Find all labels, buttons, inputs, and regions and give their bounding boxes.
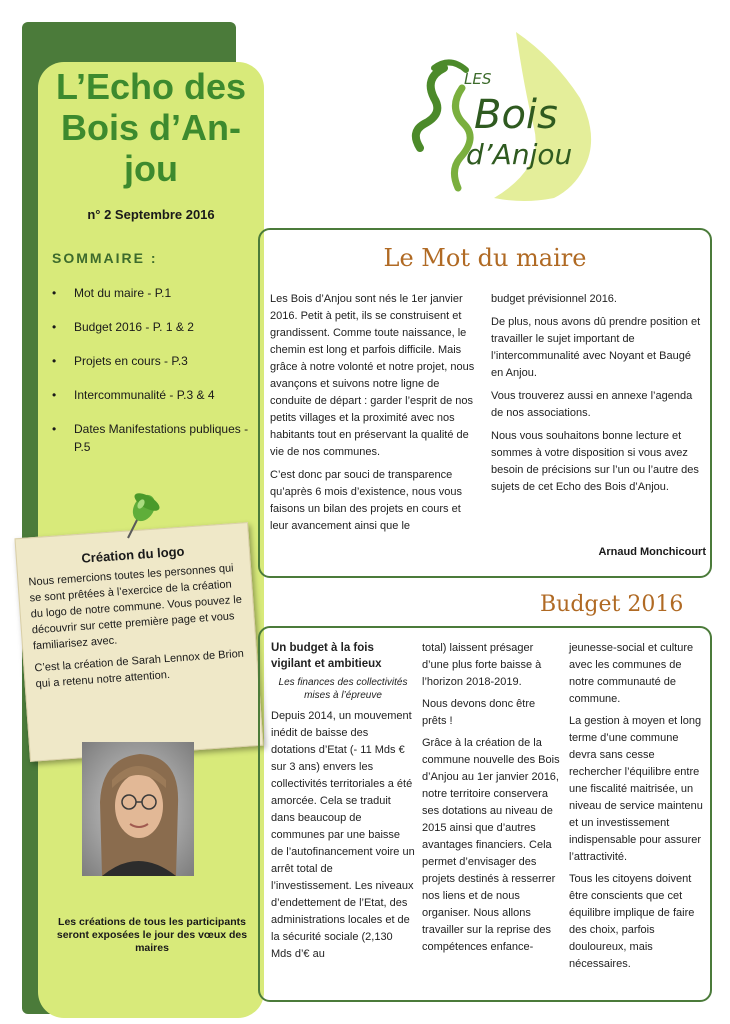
paragraph: De plus, nous avons dû prendre position et travailler le sujet important de l’intercommunalité avec Noyant et Baugé en Anjou. <box>491 316 701 379</box>
note-paragraph: Nous remercions toutes les personnes qui se sont prêtées à l’exercice de la création du logo de notre commune. Vous pouvez le découvrir sur cette première page et vous familiarisez avec. <box>28 562 243 653</box>
paragraph: total) laissent présager d’une plus forte baisse à l’horizon 2018-2019. <box>422 642 542 688</box>
mot-du-maire-column-1 <box>270 291 482 541</box>
budget-subtitle: Les finances des collectivités mises à l’épreuve <box>278 677 408 701</box>
pushpin-icon <box>114 490 164 550</box>
paragraph: jeunesse-social et culture avec les communes de notre communauté de commune. <box>569 642 694 705</box>
newsletter-title: L’Echo des Bois d’An- jou <box>55 66 247 189</box>
toc-item[interactable]: • Projets en cours - P.3 <box>52 352 252 370</box>
sommaire-heading: SOMMAIRE : <box>52 250 158 266</box>
paragraph: La gestion à moyen et long terme d’une commune devra sans cesse rechercher l’équilibre entre une fiscalité maitrisée, un niveau de service maintenu et un investissement indispensable pour assurer l’attractivité. <box>569 715 703 863</box>
photo-caption: Les créations de tous les participants seront exposées le jour des vœux des maires <box>56 916 248 954</box>
budget-title: Budget 2016 <box>540 592 684 617</box>
toc-item[interactable]: • Budget 2016 - P. 1 & 2 <box>52 318 252 336</box>
toc-item[interactable]: • Dates Manifestations publiques - P.5 <box>52 420 252 456</box>
bois-danjou-logo <box>404 28 604 206</box>
note-title: Création du logo <box>80 543 185 566</box>
budget-heading: Un budget à la fois vigilant et ambitieux <box>271 642 382 670</box>
paragraph: Tous les citoyens doivent être conscients que cet équilibre implique de faire des choix, parfois douloureux, mais nécessaires. <box>569 873 695 970</box>
paragraph: budget prévisionnel 2016. <box>491 293 617 305</box>
paragraph: Grâce à la création de la commune nouvelle des Bois d’Anjou au 1er janvier 2016, notre territoire conservera ses dotations au niveau de 2015 ainsi que d’autres avantages financiers. Cela permet d’envisager des projets destinés à resserrer nos liens et de nous organiser. Nous allons travailler sur la reprise des compétences enfance- <box>422 737 560 953</box>
mayor-signature: Arnaud Monchicourt <box>598 546 706 558</box>
paragraph: Vous trouverez aussi en annexe l’agenda de nos associations. <box>491 390 693 419</box>
logo-text-les: LES <box>464 70 492 88</box>
paragraph: Depuis 2014, un mouvement inédit de baisse des dotations d’Etat (- 11 Mds € sur 3 ans) envers les collectivités territoriales a été amorcée. Cela se traduit dans beaucoup de communes par une baisse de l’autofinancement voire un arrêt total de l’investissement. Les niveaux d’endettement de l’Etat, des administrations locales et de la sécurité sociale (2,130 Mds d’€ au <box>271 710 415 960</box>
mot-du-maire-title: Le Mot du maire <box>383 244 587 272</box>
logo-text-anjou: d’Anjou <box>466 138 573 171</box>
toc-item[interactable]: • Mot du maire - P.1 <box>52 284 252 302</box>
paragraph: C’est donc par souci de transparence qu’après 6 mois d’existence, nous vous faisons un bilan des projets en cours et leur avancement ainsi que le <box>270 469 462 532</box>
paragraph: Nous vous souhaitons bonne lecture et sommes à votre disposition si vous avez besoin de précisions sur l’un ou l’autre des sujets de cet Echo des Bois d’Anjou. <box>491 430 699 493</box>
note-body <box>28 560 250 699</box>
portrait-photo <box>82 742 194 876</box>
mot-du-maire-column-2 <box>491 291 703 502</box>
toc-item[interactable]: • Intercommunalité - P.3 & 4 <box>52 386 252 404</box>
logo-text-bois: Bois <box>474 92 558 138</box>
paragraph: Nous devons donc être prêts ! <box>422 698 536 727</box>
paragraph: Les Bois d’Anjou sont nés le 1er janvier 2016. Petit à petit, ils se construisent et grandissent. Comme toute naissance, le chemin est long et parfois difficile. Mais grâce à notre volonté et notre projet, nous avançons et suivons notre ligne de conduite de départ : garder l’esprit de nos petits villages et la proximité avec nos habitants tout en préservant la qualité de vie de nos communes. <box>270 293 475 458</box>
issue-number: n° 2 Septembre 2016 <box>87 207 215 222</box>
table-of-contents <box>52 284 252 472</box>
note-paragraph: C’est la création de Sarah Lennox de Brion qui a retenu notre attention. <box>34 647 245 691</box>
logo-note-card <box>14 522 263 762</box>
budget-column-2 <box>422 640 562 961</box>
budget-column-1 <box>271 640 415 968</box>
budget-column-3 <box>569 640 705 978</box>
